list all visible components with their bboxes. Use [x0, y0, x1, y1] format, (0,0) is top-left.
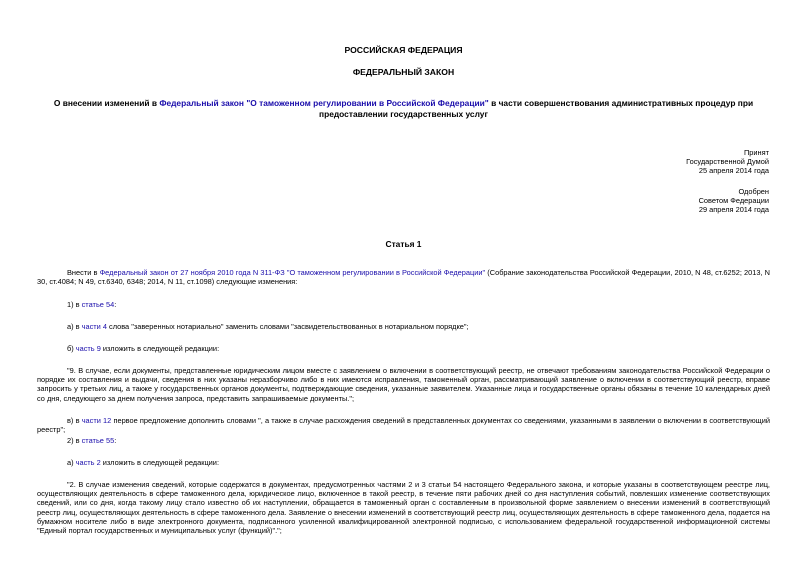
part-2-link[interactable]: часть 2: [75, 458, 101, 467]
article-intro: Внести в Федеральный закон от 27 ноября 2010 года N 311-ФЗ "О таможенном регулировании в Российской Федерации" (Собрание законодательства Российской Федерации, 2010, N 48, ст.6252; 2013, N 30, ст.4084; N 49, ст.6340, 6348; 2014, N 11, ст.1098) следующие изменения:: [37, 268, 771, 287]
approved-body: Советом Федерации: [698, 196, 769, 206]
part-9-link[interactable]: часть 9: [75, 344, 101, 353]
approved-label: Одобрен: [738, 187, 769, 196]
item-1a: а) в части 4 слова "заверенных нотариально" заменить словами "засвидетельствованных в нотариальном порядке";: [67, 322, 469, 331]
item-1: 1) в статье 54:: [67, 300, 117, 309]
law-311-link[interactable]: Федеральный закон от 27 ноября 2010 года N 311-ФЗ "О таможенном регулировании в Российской Федерации": [99, 268, 486, 277]
item-1c: в) в части 12 первое предложение дополнить словами ", а также в случае расхождения сведений в представленных документах со сведениями, указанными в заявлении о включении в соответствующий реестр";: [37, 416, 770, 435]
country-heading: РОССИЙСКАЯ ФЕДЕРАЦИЯ: [344, 45, 463, 55]
title-suffix: в части совершенствования административных процедур при предоставлении государственных услуг: [319, 98, 754, 119]
approved-date: 29 апреля 2014 года: [698, 205, 769, 215]
adoption-block: [569, 148, 769, 176]
part-4-link[interactable]: части 4: [81, 322, 107, 331]
title-prefix: О внесении изменений в: [53, 98, 160, 108]
title-law-link[interactable]: Федеральный закон "О таможенном регулировании в Российской Федерации": [159, 98, 489, 108]
quote-part-2: "2. В случае изменения сведений, которые содержатся в документах, предусмотренных частями 2 и 3 статьи 54 настоящего Федерального закона, и которые указаны в соответствующем реестре лиц, осуществляющих деятельность в сфере таможенного дела, юридическое лицо, включенное в такой реестр, в течение пяти рабочих дней со дня наступления событий, повлекших изменение соответствующих сведений, или со дня, когда такому лицу стало известно об их наступлении, обращается в таможенный орган с составленным в произвольной форме заявлением о внесении изменений в соответствующий реестр лиц, осуществляющих деятельность в сфере таможенного дела. Заявление о внесении изменений в соответствующий реестр лиц, осуществляющих деятельность в сфере таможенного дела, подается на бумажном носителе либо в виде электронного документа, подписанного усиленной квалифицированной электронной подписью, с использованием федеральной государственной информационной системы "Единый портал государственных и муниципальных услуг (функций)".";: [37, 480, 770, 536]
item-1b: б) часть 9 изложить в следующей редакции:: [67, 344, 220, 353]
item-2: 2) в статье 55:: [67, 436, 117, 445]
part-12-link[interactable]: части 12: [81, 416, 112, 425]
quote-part-9: "9. В случае, если документы, представленные юридическим лицом вместе с заявлением о включении в соответствующий реестр, не отвечают требованиям законодательства Российской Федерации о порядке их составления и выдачи, сведения в них указаны неразборчиво либо в них имеются исправления, таможенный орган, рассматривающий заявление о включении в соответствующий реестр, вправе запросить у третьих лиц, а также у государственных органов документы, подтверждающие сведения, указанные заявителем. Указанные лица и государственные органы обязаны в течение 10 календарных дней со дня, следующего за днем получения запроса, представить запрашиваемые документы.";: [37, 366, 770, 403]
adopted-label: Принят: [743, 148, 769, 157]
item-2a: а) часть 2 изложить в следующей редакции:: [67, 458, 219, 467]
article-heading: Статья 1: [385, 239, 422, 249]
article-55-link[interactable]: статье 55: [81, 436, 115, 445]
law-title: [30, 98, 777, 119]
doc-type-heading: ФЕДЕРАЛЬНЫЙ ЗАКОН: [352, 67, 455, 77]
article-54-link[interactable]: статье 54: [81, 300, 115, 309]
adopted-date: 25 апреля 2014 года: [698, 166, 769, 176]
approval-block: [569, 187, 769, 215]
adopted-body: Государственной Думой: [686, 157, 769, 167]
